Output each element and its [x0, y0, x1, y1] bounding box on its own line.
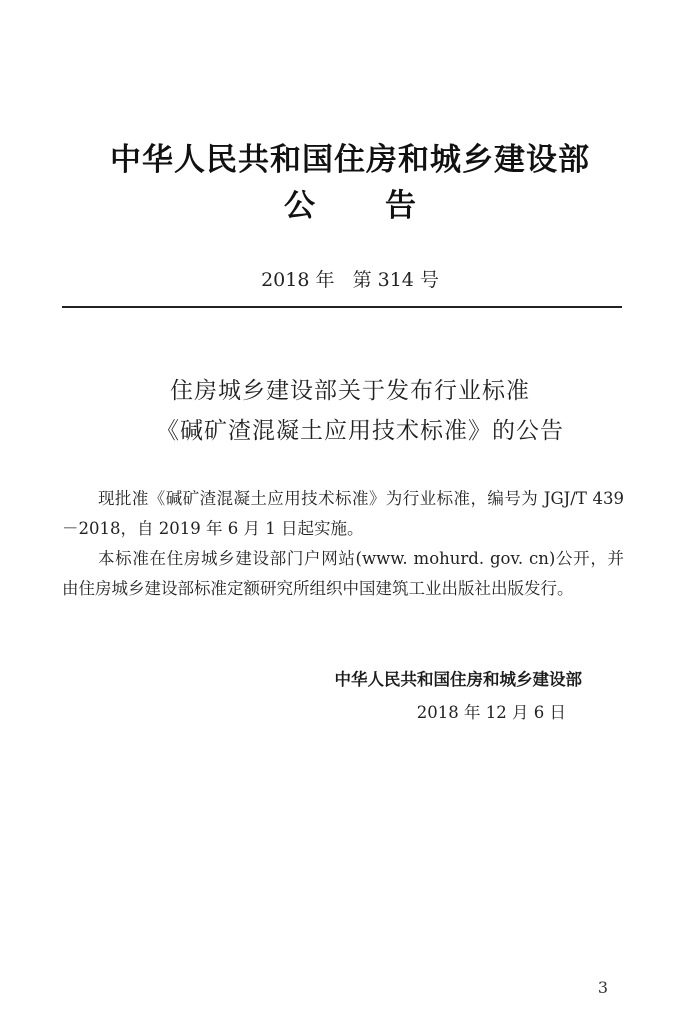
issuer-heading: 中华人民共和国住房和城乡建设部	[110, 142, 590, 178]
notice-title-line2: 《碱矿渣混凝土应用技术标准》的公告	[156, 418, 564, 444]
body-paragraph-1: 现批准《碱矿渣混凝土应用技术标准》为行业标准，编号为 JGJ/T 439－2018，自 2019 年 6 月 1 日起实施。	[62, 489, 624, 538]
issue-number-text: 2018 年 第 314 号	[261, 269, 439, 291]
signature-date: 2018 年 12 月 6 日	[416, 703, 566, 722]
header-divider	[62, 306, 622, 308]
body-paragraph-2-block	[62, 544, 624, 604]
issue-number	[0, 265, 700, 292]
notice-heading: 公告	[284, 188, 486, 224]
signature-org: 中华人民共和国住房和城乡建设部	[334, 670, 582, 689]
notice-title-line1: 住房城乡建设部关于发布行业标准	[170, 378, 530, 404]
page-number: 3	[597, 978, 608, 997]
body-paragraph-1-block	[62, 484, 624, 544]
body-paragraph-2: 本标准在住房城乡建设部门户网站(www. mohurd. gov. cn)公开，并由住房城乡建设部标准定额研究所组织中国建筑工业出版社出版发行。	[62, 549, 624, 598]
